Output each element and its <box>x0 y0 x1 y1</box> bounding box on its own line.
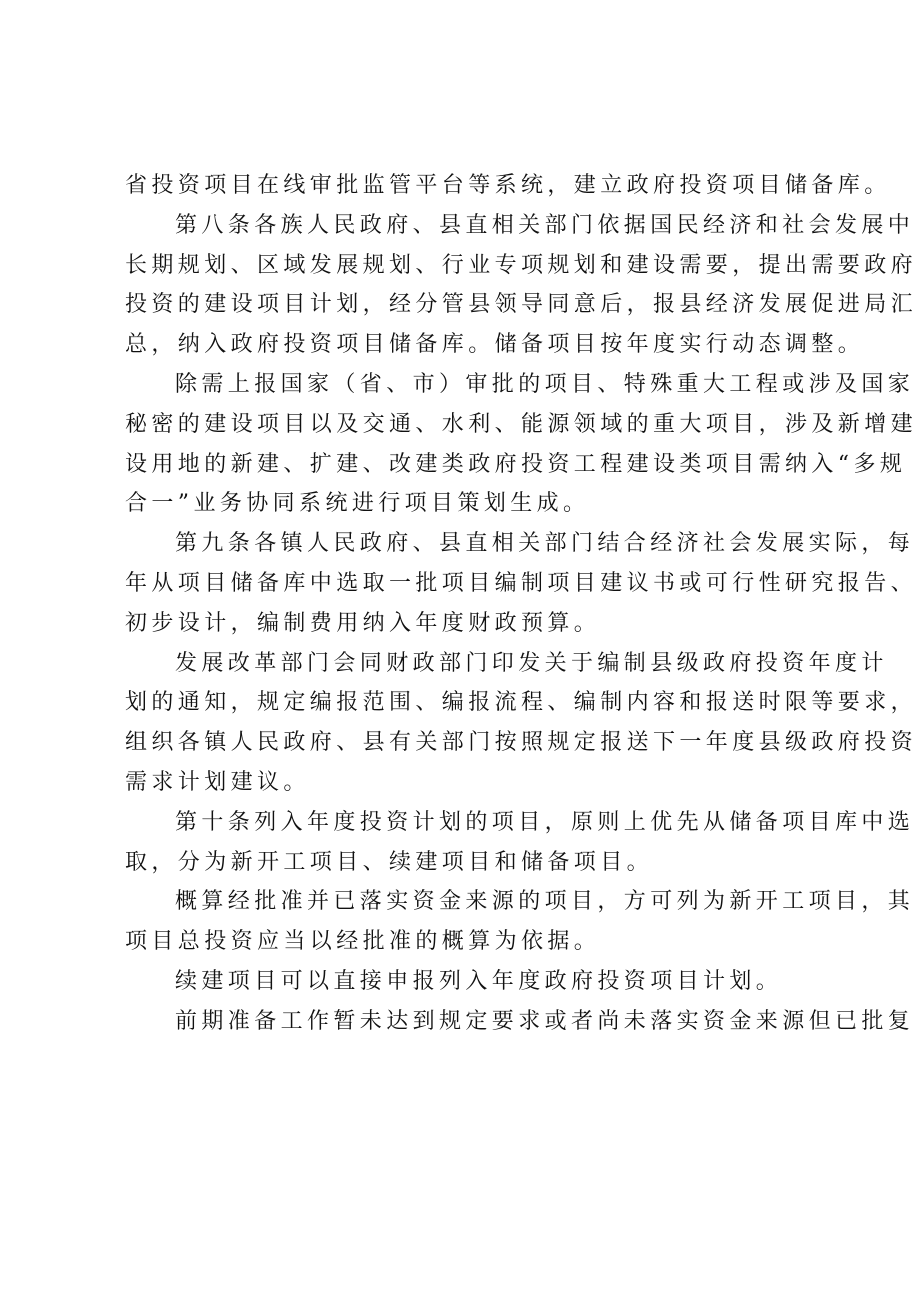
document-body <box>125 166 918 1042</box>
paragraph-exceptions <box>125 365 918 524</box>
paragraph-new-projects <box>125 882 915 962</box>
text-line: 设用地的新建、扩建、改建类政府投资工程建设类项目需纳入“多规 <box>125 451 907 477</box>
text-line: 项目总投资应当以经批准的概算为依据。 <box>125 929 601 955</box>
paragraph-article-10 <box>125 803 915 883</box>
text-line: 第十条列入年度投资计划的项目，原则上优先从储备项目库中选 <box>175 809 915 835</box>
text-line: 总，纳入政府投资项目储备库。储备项目按年度实行动态调整。 <box>125 332 865 358</box>
text-line: 前期准备工作暂未达到规定要求或者尚未落实资金来源但已批复 <box>175 1008 915 1034</box>
text-line: 长期规划、区域发展规划、行业专项规划和建设需要，提出需要政府 <box>125 252 918 278</box>
text-line: 发展改革部门会同财政部门印发关于编制县级政府投资年度计 <box>175 650 888 676</box>
text-line: 除需上报国家（省、市）审批的项目、特殊重大工程或涉及国家 <box>175 371 915 397</box>
paragraph-continuing-projects <box>125 962 825 1002</box>
text-line: 取，分为新开工项目、续建项目和储备项目。 <box>125 849 654 875</box>
text-line: 投资的建设项目计划，经分管县领导同意后，报县经济发展促进局汇 <box>125 292 918 318</box>
text-line: 合一”业务协同系统进行项目策划生成。 <box>125 491 590 517</box>
paragraph-reserve-projects <box>125 1002 915 1042</box>
text-line: 秘密的建设项目以及交通、水利、能源领域的重大项目，涉及新增建 <box>125 411 918 437</box>
paragraph-continuation <box>125 166 891 206</box>
text-line: 省投资项目在线审批监管平台等系统，建立政府投资项目储备库。 <box>125 173 891 198</box>
text-line: 年从项目储备库中选取一批项目编制项目建议书或可行性研究报告、 <box>125 570 918 596</box>
text-line: 第八条各族人民政府、县直相关部门依据国民经济和社会发展中 <box>175 212 915 238</box>
text-line: 续建项目可以直接申报列入年度政府投资项目计划。 <box>175 968 783 994</box>
text-line: 初步设计，编制费用纳入年度财政预算。 <box>125 610 601 636</box>
text-line: 组织各镇人民政府、县有关部门按照规定报送下一年度县级政府投资 <box>125 730 918 756</box>
text-line: 概算经批准并已落实资金来源的项目，方可列为新开工项目，其 <box>175 889 915 915</box>
paragraph-article-8 <box>125 206 918 365</box>
text-line: 需求计划建议。 <box>125 769 310 795</box>
text-line: 划的通知，规定编报范围、编报流程、编制内容和报送时限等要求， <box>125 690 918 716</box>
text-line: 第九条各镇人民政府、县直相关部门结合经济社会发展实际，每 <box>175 531 915 557</box>
paragraph-notice <box>125 644 918 803</box>
paragraph-article-9 <box>125 524 918 643</box>
